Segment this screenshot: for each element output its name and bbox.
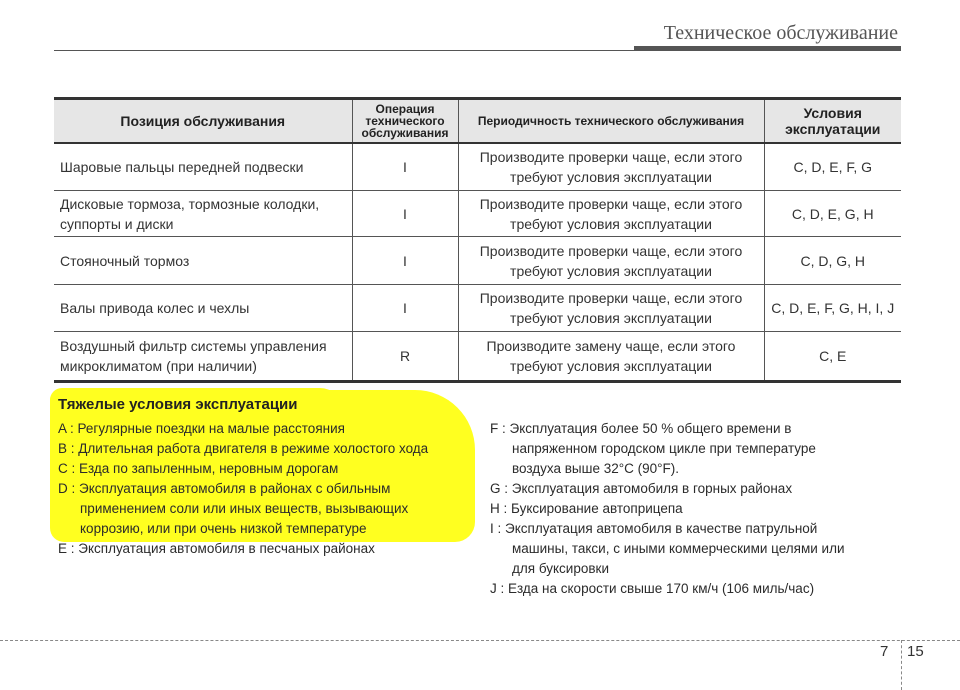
cell-conditions: C, D, E, F, G, H, I, J xyxy=(764,285,901,332)
header-rule xyxy=(54,50,634,51)
cell-frequency: Производите проверки чаще, если этого требуют условия эксплуатации xyxy=(458,285,764,332)
list-item: E : Эксплуатация автомобиля в песчаных районах xyxy=(58,541,375,556)
column-header-operation: Операция технического обслуживания xyxy=(352,99,458,144)
cell-frequency: Производите замену чаще, если этого требуют условия эксплуатации xyxy=(458,332,764,382)
footer-separator xyxy=(901,640,902,690)
list-item-continuation: напряженном городском цикле при температуре xyxy=(512,441,816,456)
header-rule-accent xyxy=(634,46,901,51)
severe-conditions-title: Тяжелые условия эксплуатации xyxy=(58,396,298,413)
column-header-conditions: Условия эксплуатации xyxy=(764,99,901,144)
maintenance-table xyxy=(54,97,901,383)
cell-frequency: Производите проверки чаще, если этого требуют условия эксплуатации xyxy=(458,191,764,237)
column-header-frequency: Периодичность технического обслуживания xyxy=(458,99,764,144)
cell-position: Воздушный фильтр системы управления микроклиматом (при наличии) xyxy=(54,332,352,382)
page-header-title: Техническое обслуживание xyxy=(663,22,898,44)
page-number: 15 xyxy=(907,643,924,660)
list-item: G : Эксплуатация автомобиля в горных районах xyxy=(490,481,793,496)
table-header-row xyxy=(54,99,901,144)
table-row xyxy=(54,143,901,191)
table-row xyxy=(54,332,901,382)
list-item: F : Эксплуатация более 50 % общего времени в xyxy=(490,421,792,436)
list-item: I : Эксплуатация автомобиля в качестве патрульной xyxy=(490,521,818,536)
cell-conditions: C, E xyxy=(764,332,901,382)
cell-position: Валы привода колес и чехлы xyxy=(54,285,352,332)
cell-frequency: Производите проверки чаще, если этого требуют условия эксплуатации xyxy=(458,237,764,285)
list-item: C : Езда по запыленным, неровным дорогам xyxy=(58,461,339,476)
list-item-continuation: машины, такси, с иными коммерческими целями или xyxy=(512,541,845,556)
table-row xyxy=(54,285,901,332)
footer-rule xyxy=(0,640,960,641)
cell-conditions: C, D, E, G, H xyxy=(764,191,901,237)
cell-conditions: C, D, G, H xyxy=(764,237,901,285)
list-item: D : Эксплуатация автомобиля в районах с обильным xyxy=(58,481,391,496)
cell-position: Шаровые пальцы передней подвески xyxy=(54,143,352,191)
list-item-continuation: для буксировки xyxy=(512,561,609,576)
cell-operation: I xyxy=(352,143,458,191)
table-row xyxy=(54,191,901,237)
chapter-number: 7 xyxy=(880,643,889,660)
list-item-continuation: воздуха выше 32°C (90°F). xyxy=(512,461,680,476)
cell-position: Дисковые тормоза, тормозные колодки, суппорты и диски xyxy=(54,191,352,237)
list-item-continuation: применением соли или иных веществ, вызывающих xyxy=(80,501,409,516)
cell-frequency: Производите проверки чаще, если этого требуют условия эксплуатации xyxy=(458,143,764,191)
list-item: A : Регулярные поездки на малые расстояния xyxy=(58,421,345,436)
cell-position: Стояночный тормоз xyxy=(54,237,352,285)
list-item: J : Езда на скорости свыше 170 км/ч (106 миль/час) xyxy=(490,581,815,596)
cell-operation: R xyxy=(352,332,458,382)
table-row xyxy=(54,237,901,285)
list-item: B : Длительная работа двигателя в режиме холостого хода xyxy=(58,441,429,456)
list-item-continuation: коррозию, или при очень низкой температуре xyxy=(80,521,367,536)
cell-conditions: C, D, E, F, G xyxy=(764,143,901,191)
list-item: H : Буксирование автоприцепа xyxy=(490,501,683,516)
cell-operation: I xyxy=(352,237,458,285)
cell-operation: I xyxy=(352,285,458,332)
conditions-list-right xyxy=(490,419,890,599)
column-header-position: Позиция обслуживания xyxy=(54,99,352,144)
cell-operation: I xyxy=(352,191,458,237)
conditions-list-left xyxy=(58,419,478,559)
